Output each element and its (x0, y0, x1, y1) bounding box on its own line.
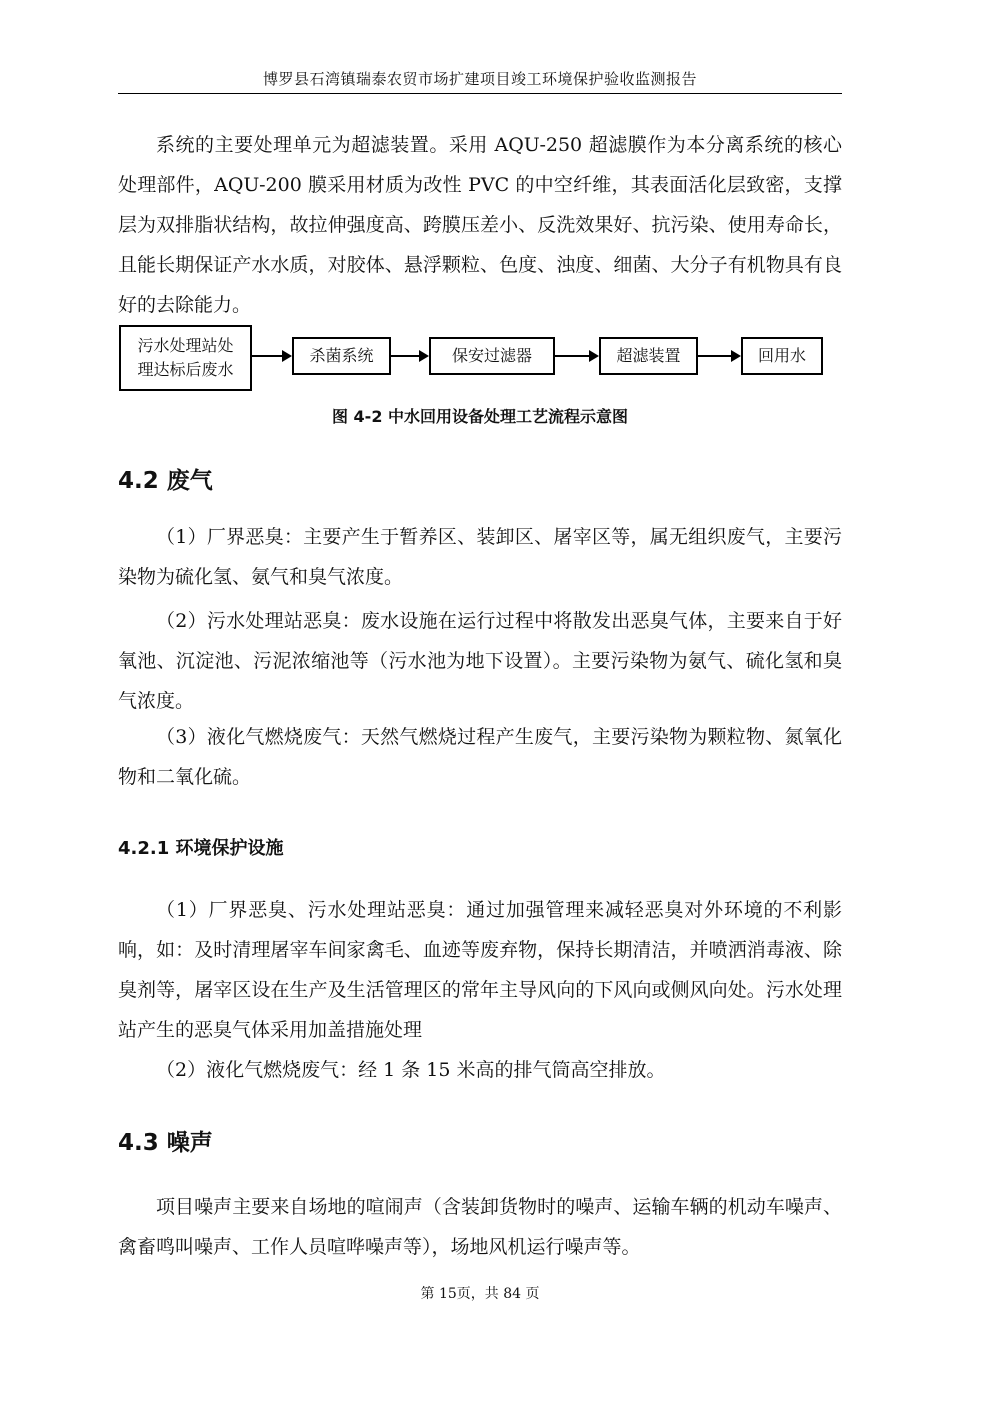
flow-box-reuse: 回用水 (741, 337, 823, 375)
paragraph-4-2-1-b: （2）液化气燃烧废气：经 1 条 15 米高的排气筒高空排放。 (156, 1059, 666, 1081)
section-heading-4-3: 4.3 噪声 (118, 1130, 213, 1156)
figure-caption: 图 4-2 中水回用设备处理工艺流程示意图 (331, 407, 629, 426)
paragraph-4-2-1-a: （1）厂界恶臭、污水处理站恶臭：通过加强管理来减轻恶臭对外环境的不利影响，如：及时清理屠宰车间家禽毛、血迹等废弃物，保持长期清洁，并喷洒消毒液、除臭剂等，屠宰区设在生产及生活管理区的常年主导风向的下风向或侧风向处。污水处理站产生的恶臭气体采用加盖措施处理 (118, 899, 842, 1041)
intro-paragraph: 系统的主要处理单元为超滤装置。采用 AQU-250 超滤膜作为本分离系统的核心处理部件，AQU-200 膜采用材质为改性 PVC 的中空纤维，其表面活化层致密，支撑层为双排脂状结构，故拉伸强度高、跨膜压差小、反洗效果好、抗污染、使用寿命长，且能长期保证产水水质，对胶体、悬浮颗粒、色度、浊度、细菌、大分子有机物具有良好的去除能力。 (118, 134, 842, 316)
page-header: 博罗县石湾镇瑞泰农贸市场扩建项目竣工环境保护验收监测报告 (262, 70, 697, 88)
flow-arrow-3 (555, 355, 597, 357)
flow-box-filter: 保安过滤器 (429, 337, 555, 375)
section-heading-4-2: 4.2 废气 (118, 468, 213, 494)
paragraph-4-2-3: （3）液化气燃烧废气：天然气燃烧过程产生废气，主要污染物为颗粒物、氮氧化物和二氧化硫。 (118, 726, 842, 788)
flow-arrow-1 (252, 355, 290, 357)
paragraph-4-3: 项目噪声主要来自场地的喧闹声（含装卸货物时的噪声、运输车辆的机动车噪声、禽畜鸣叫噪声、工作人员喧哗噪声等），场地风机运行噪声等。 (118, 1196, 842, 1258)
paragraph-4-2-1: （1）厂界恶臭：主要产生于暂养区、装卸区、屠宰区等，属无组织废气，主要污染物为硫化氢、氨气和臭气浓度。 (118, 526, 842, 588)
flow-box-ultrafiltration: 超滤装置 (599, 337, 698, 375)
flow-box-sterilize: 杀菌系统 (292, 337, 391, 375)
header-rule (118, 93, 842, 94)
flow-arrow-2 (391, 355, 427, 357)
flow-arrow-4 (698, 355, 739, 357)
section-heading-4-2-1: 4.2.1 环境保护设施 (118, 838, 284, 859)
flow-box-source: 污水处理站处理达标后废水 (119, 325, 252, 391)
page-number: 第 15页，共 84 页 (420, 1286, 540, 1302)
paragraph-4-2-2: （2）污水处理站恶臭：废水设施在运行过程中将散发出恶臭气体，主要来自于好氧池、沉淀池、污泥浓缩池等（污水池为地下设置）。主要污染物为氨气、硫化氢和臭气浓度。 (118, 610, 842, 712)
